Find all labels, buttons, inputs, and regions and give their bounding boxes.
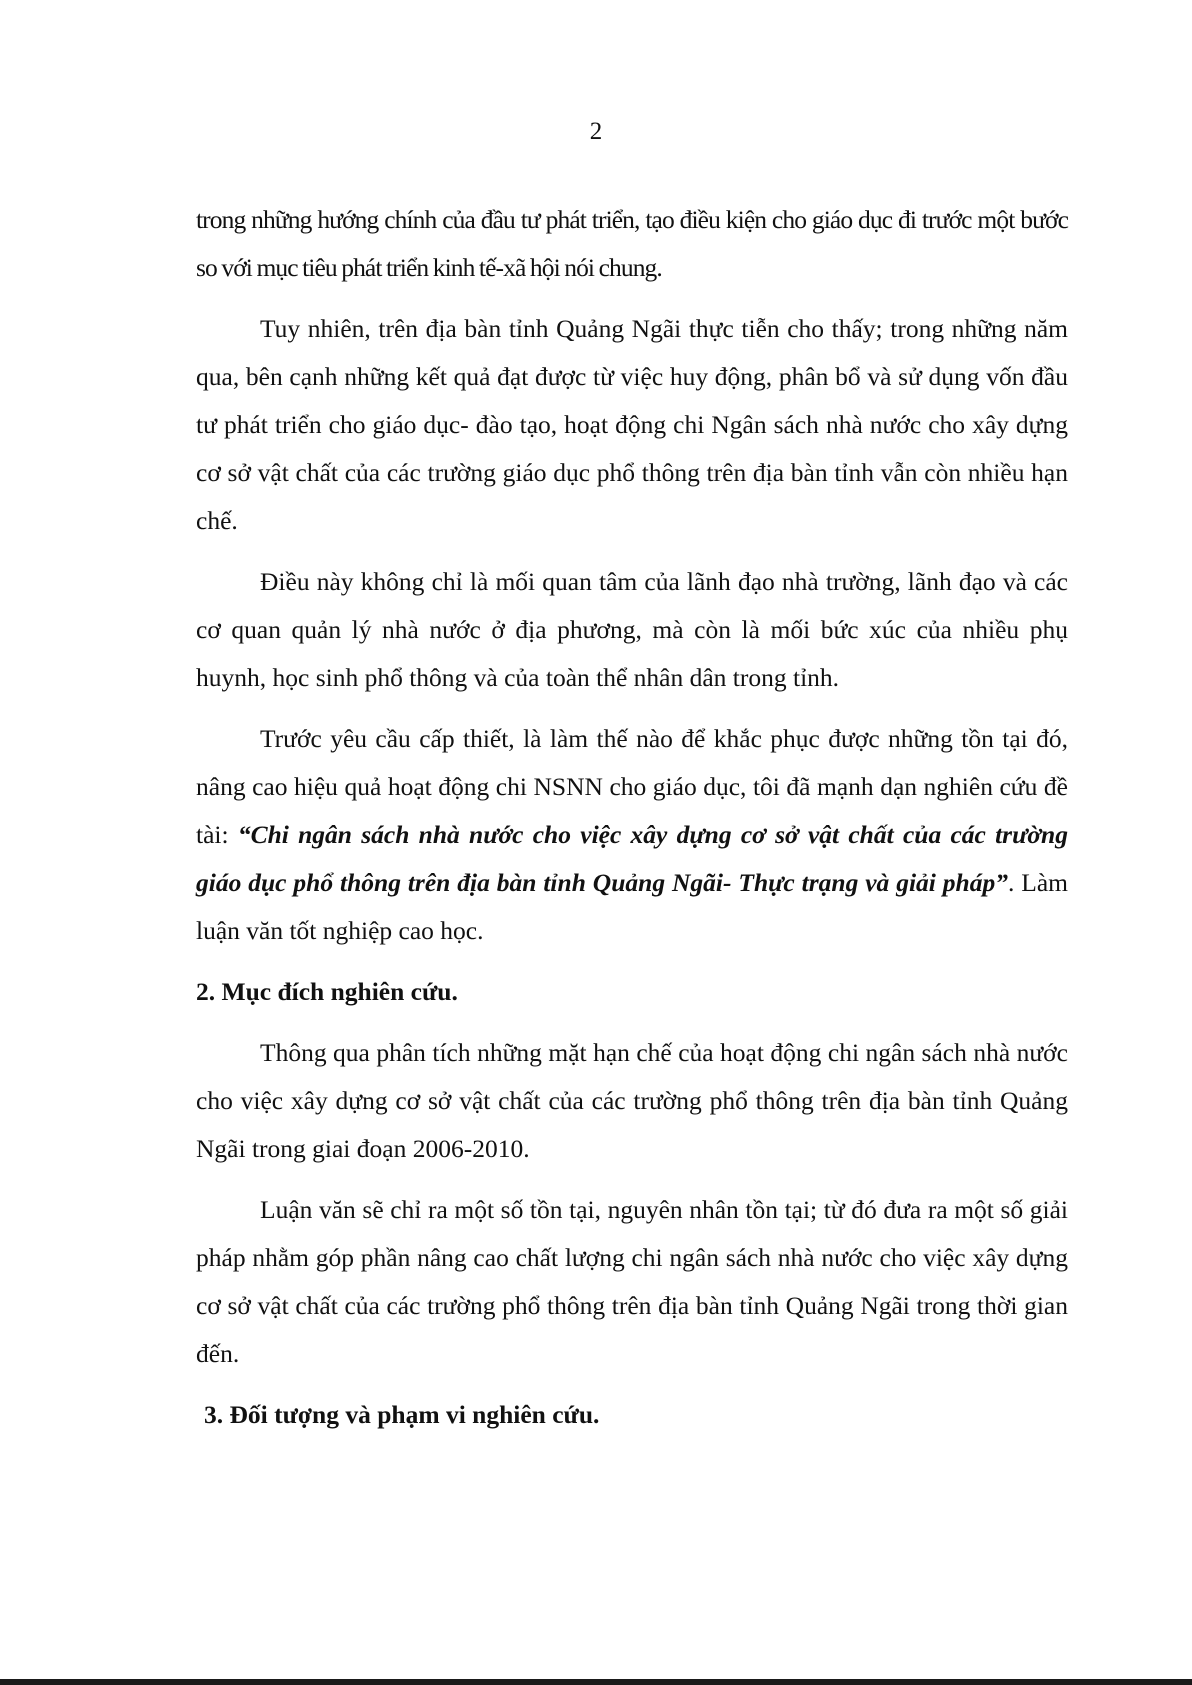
page-number: 2 [589, 118, 603, 145]
paragraph-context: Tuy nhiên, trên địa bàn tỉnh Quảng Ngãi thực tiễn cho thấy; trong những năm qua, bên cạnh những kết quả đạt được từ việc huy động, phân bổ và sử dụng vốn đầu tư phát triển cho giáo dục- đào tạo, hoạt động chi Ngân sách nhà nước cho xây dựng cơ sở vật chất của các trường giáo dục phổ thông trên địa bàn tỉnh vẫn còn nhiều hạn chế. [196, 314, 1068, 535]
section-heading-purpose: 2. Mục đích nghiên cứu. [196, 977, 458, 1006]
paragraph-topic-end: . Làm luận văn tốt nghiệp cao học. [196, 868, 1068, 945]
paragraph-continuation: trong những hướng chính của đầu tư phát triển, tạo điều kiện cho giáo dục đi trước một bước so với mục tiêu phát triển kinh tế-xã hội nói chung. [196, 205, 1068, 282]
paragraph-concern: Điều này không chỉ là mối quan tâm của lãnh đạo nhà trường, lãnh đạo và các cơ quan quản lý nhà nước ở địa phương, mà còn là mối bức xúc của nhiều phụ huynh, học sinh phổ thông và của toàn thể nhân dân trong tỉnh. [196, 567, 1068, 692]
paragraph-outcome: Luận văn sẽ chỉ ra một số tồn tại, nguyên nhân tồn tại; từ đó đưa ra một số giải pháp nhằm góp phần nâng cao chất lượng chi ngân sách nhà nước cho việc xây dựng cơ sở vật chất của các trường phổ thông trên địa bàn tỉnh Quảng Ngãi trong thời gian đến. [196, 1195, 1068, 1368]
paragraph-purpose: Thông qua phân tích những mặt hạn chế của hoạt động chi ngân sách nhà nước cho việc xây dựng cơ sở vật chất của các trường phổ thông trên địa bàn tỉnh Quảng Ngãi trong giai đoạn 2006-2010. [196, 1038, 1068, 1163]
thesis-title: “Chi ngân sách nhà nước cho việc xây dựng cơ sở vật chất của các trường giáo dục phổ thông trên địa bàn tỉnh Quảng Ngãi- Thực trạng và giải pháp” [196, 820, 1068, 897]
paragraph-topic-intro: Trước yêu cầu cấp thiết, là làm thế nào để khắc phục được những tồn tại đó, nâng cao hiệu quả hoạt động chi NSNN cho giáo dục, tôi đã mạnh dạn nghiên cứu đề tài: [196, 724, 1068, 849]
paragraph-topic [196, 715, 1068, 955]
page-content [196, 196, 1068, 1452]
section-heading-scope: 3. Đối tượng và phạm vi nghiên cứu. [204, 1400, 600, 1429]
bottom-edge-bar [0, 1679, 1192, 1685]
